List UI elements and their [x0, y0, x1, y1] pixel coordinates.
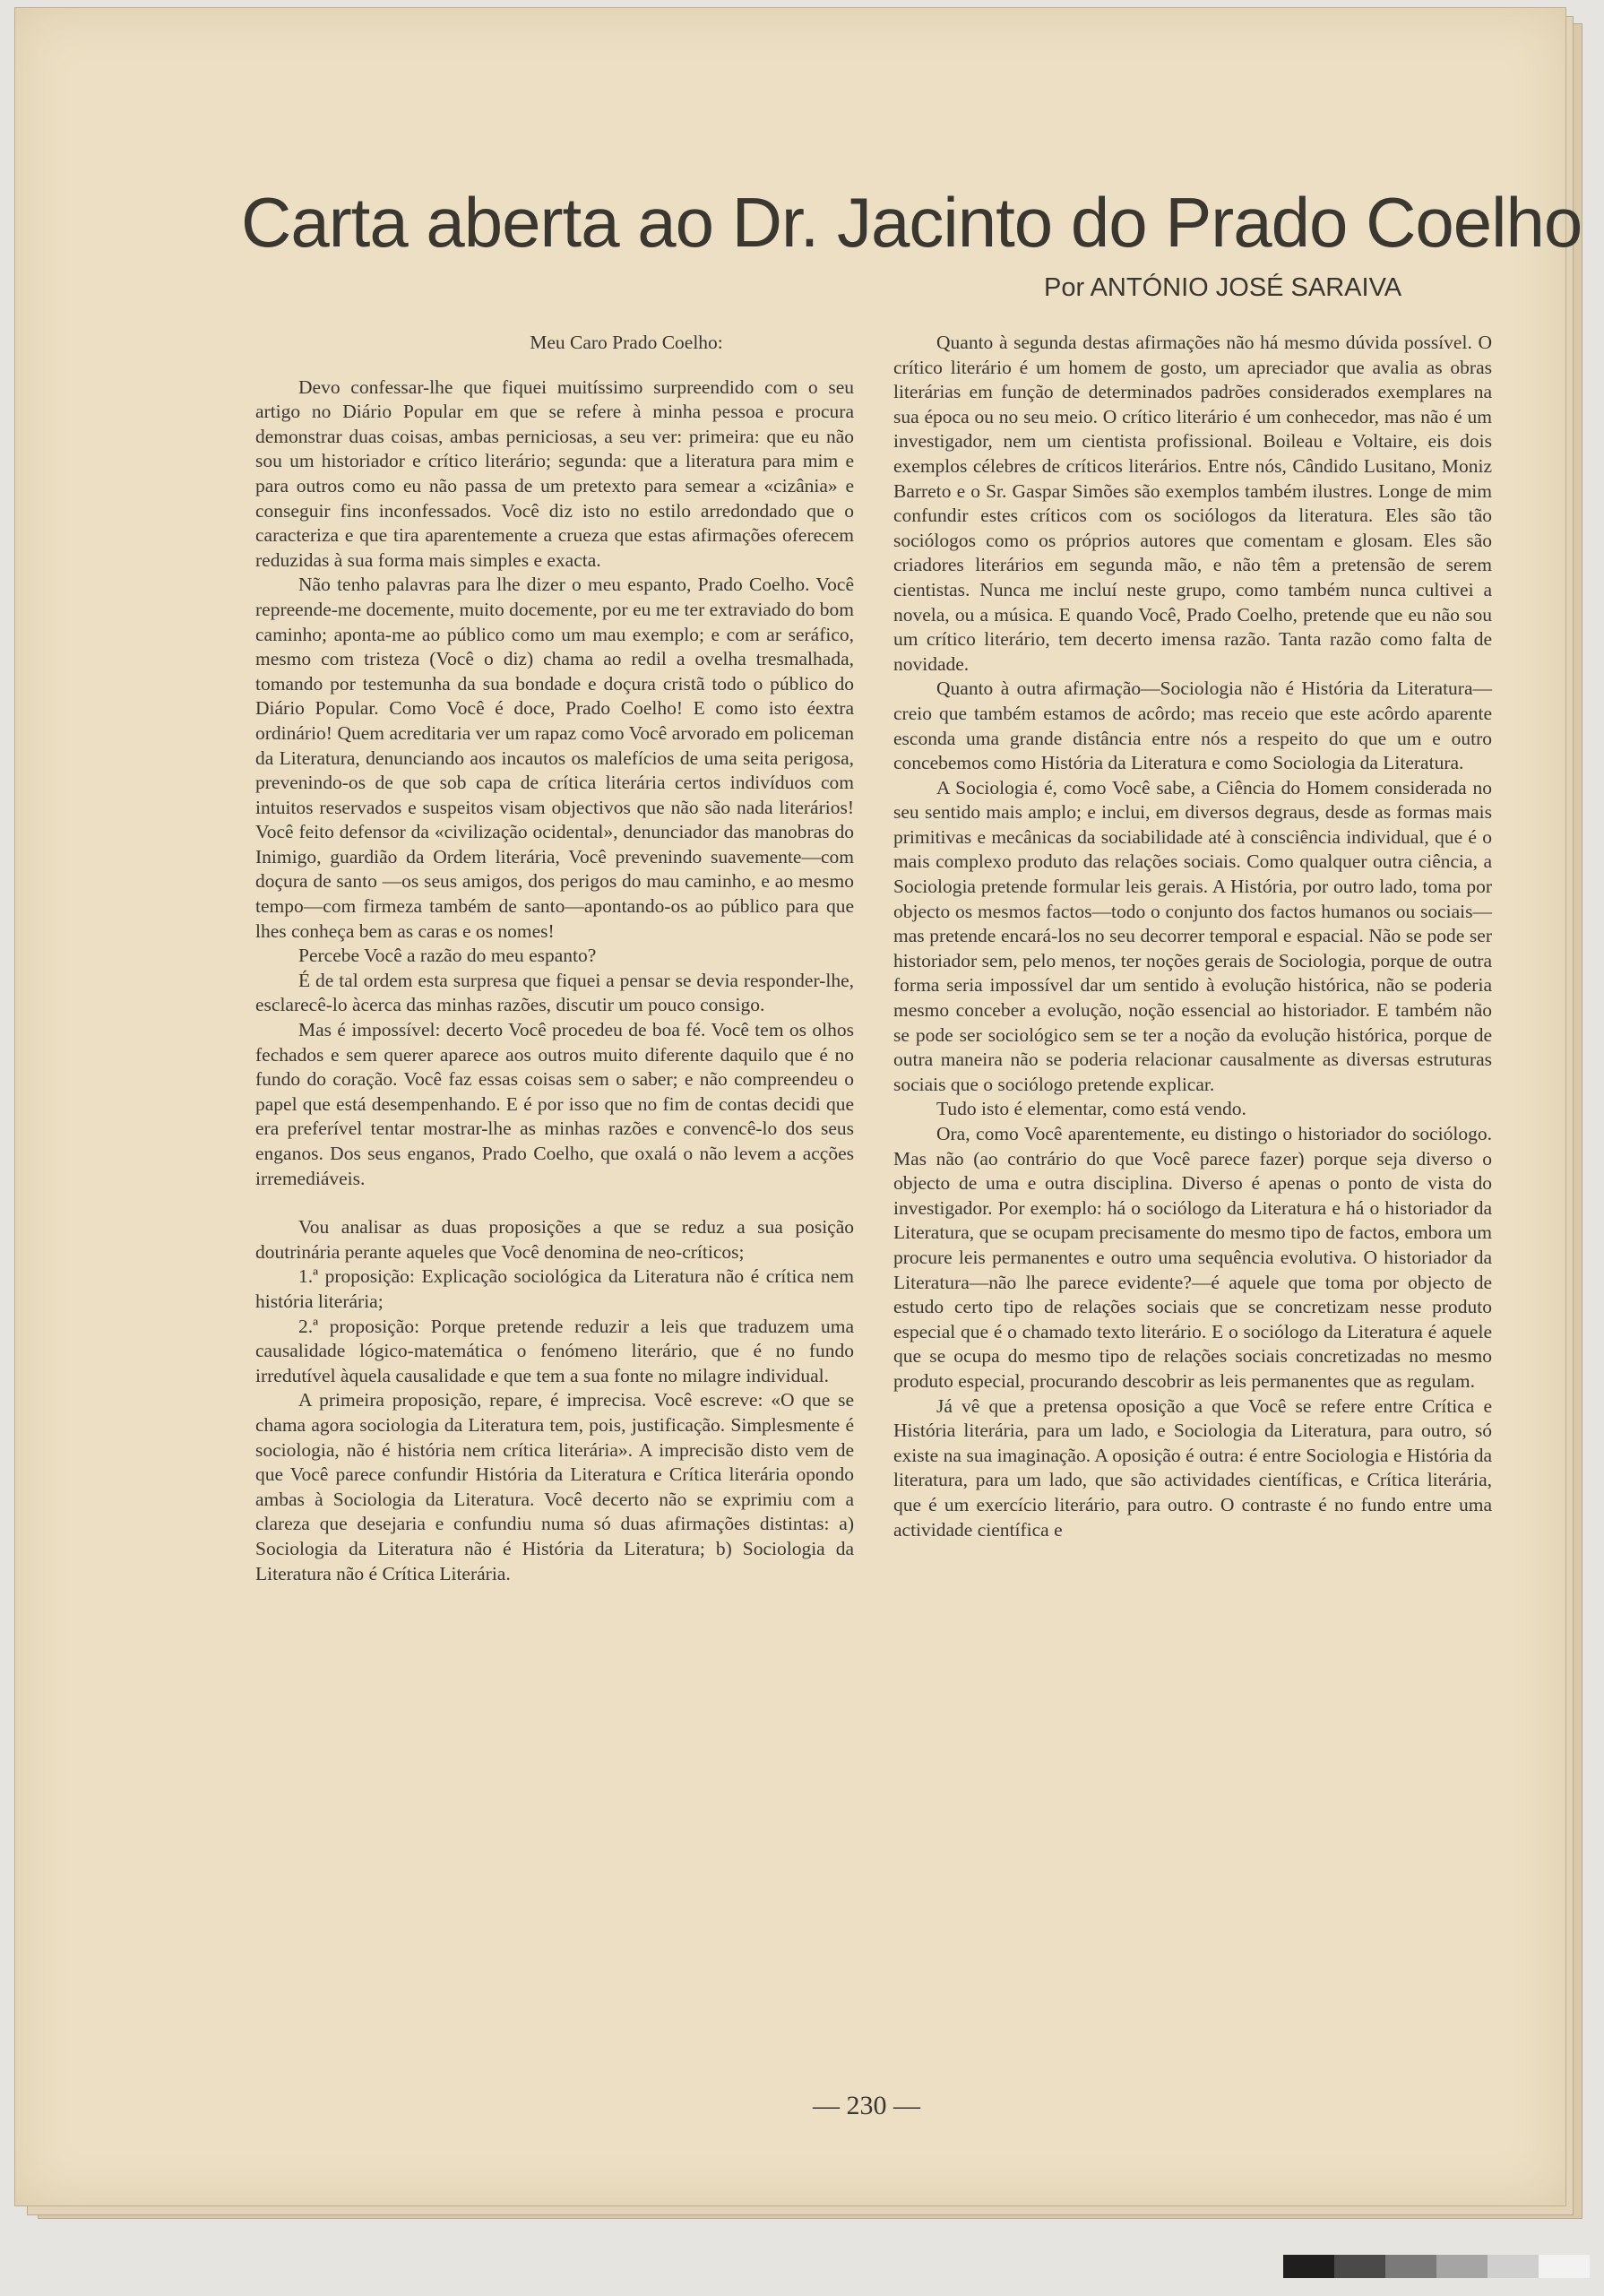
paragraph: Devo confessar-lhe que fiquei muitíssimo surpreendido com o seu artigo no Diário Popular em que se refere à minha pessoa e procura demonstrar duas coisas, ambas perniciosas, a seu ver: primeira: que eu não sou um historiador e crítico literário; segunda: que a literatura para mim e para outros como eu não passa de um pretexto para semear a «cizânia» e conseguir fins inconfessados. Você diz isto no estilo arredondado que o caracteriza e que tira aparentemente a crueza que estas afirmações oferecem reduzidas à sua forma mais simples e exacta.	[255, 375, 854, 571]
grayscale-calibration-bar	[1283, 2255, 1590, 2278]
paragraph: Não tenho palavras para lhe dizer o meu espanto, Prado Coelho. Você repreende-me docemente, muito docemente, por eu me ter extraviado do bom caminho; aponta-me ao público como um mau exemplo; e com ar seráfico, mesmo com tristeza (Você o diz) chama ao redil a ovelha tresmalhada, tomando por testemunha da sua bondade e doçura cristã todo o público do Diário Popular. Como Você é doce, Prado Coelho! E como isto éextra ordinário! Quem acreditaria ver um rapaz como Você arvorado em policeman da Literatura, denunciando aos incautos os malefícios de uma seita perigosa, prevenindo-os de que sob capa de crítica literária certos indivíduos com intuitos reservados e suspeitos visam objectivos que não são nada literários! Você feito defensor da «civilização ocidental», denunciador das manobras do Inimigo, guardião da Ordem literária, Você prevenindo suavemente—com doçura de santo —os seus amigos, dos perigos do mau caminho, e ao mesmo tempo—com firmeza também de santo—apontando-os ao público para que lhes conheça bem as caras e os nomes!	[255, 574, 854, 942]
gray-swatch	[1539, 2255, 1590, 2278]
page-number: — 230 —	[813, 2091, 920, 2120]
paragraph: Mas é impossível: decerto Você procedeu de boa fé. Você tem os olhos fechados e sem querer aparece aos outros muito diferente daquilo que é no fundo do coração. Você faz essas coisas sem o saber; e não compreendeu o papel que está desempenhando. E é por isso que no fim de contas decidi que era preferível tentar mostrar-lhe as minhas razões e convencê-lo dos seus enganos. Dos seus enganos, Prado Coelho, que oxalá o não levem a acções irremediáveis.	[255, 1019, 854, 1189]
paragraph: Tudo isto é elementar, como está vendo.	[936, 1098, 1246, 1120]
paragraph: Quanto à outra afirmação—Sociologia não é História da Literatura—creio que também estamos de acôrdo; mas receio que este acôrdo aparente esconda uma grande distância entre nós a respeito do que um e outro concebemos como História da Literatura e como Sociologia da Literatura.	[893, 678, 1492, 774]
paragraph: 2.ª proposição: Porque pretende reduzir a leis que traduzem uma causalidade lógico-matemática o fenómeno literário, que é no fundo irredutível àquela causalidade e que tem a sua fonte no milagre individual.	[255, 1315, 854, 1386]
paragraph: A primeira proposição, repare, é imprecisa. Você escreve: «O que se chama agora sociologia da Literatura tem, pois, justificação. Simplesmente é sociologia, não é história nem crítica literária». A imprecisão disto vem de que Você parece confundir História da Literatura e Crítica literária opondo ambas à Sociologia da Literatura. Você decerto não se exprimiu com a clareza que desejaria e confundiu numa só duas afirmações distintas: a) Sociologia da Literatura não é História da Literatura; b) Sociologia da Literatura não é Crítica Literária.	[255, 1389, 854, 1584]
salutation: Meu Caro Prado Coelho:	[530, 332, 723, 353]
article-title: Carta aberta ao Dr. Jacinto do Prado Coelho	[241, 183, 1582, 262]
paragraph: É de tal ordem esta surpresa que fiquei a pensar se devia responder-lhe, esclarecê-lo àcerca das minhas razões, discutir um pouco consigo.	[255, 969, 854, 1016]
gray-swatch	[1283, 2255, 1334, 2278]
article-byline: Por ANTÓNIO JOSÉ SARAIVA	[1044, 273, 1402, 302]
paragraph: Já vê que a pretensa oposição a que Você se refere entre Crítica e História literária, para um lado, e Sociologia da Literatura, para outro, só existe na sua imaginação. A oposição é outra: é entre Sociologia e História da literatura, para um lado, que são actividades científicas, e Crítica literária, que é um exercício literário, para outro. O contraste é no fundo entre uma actividade científica e	[893, 1394, 1492, 1541]
left-column	[255, 331, 854, 1586]
gray-swatch	[1488, 2255, 1539, 2278]
magazine-page	[14, 7, 1582, 2206]
paragraph: 1.ª proposição: Explicação sociológica da Literatura não é crítica nem história literária;	[255, 1265, 854, 1312]
paragraph: Vou analisar as duas proposições a que se reduz a sua posição doutrinária perante aqueles que Você denomina de neo-críticos;	[255, 1216, 854, 1263]
right-column	[893, 331, 1492, 1542]
gray-swatch	[1334, 2255, 1385, 2278]
gray-swatch	[1436, 2255, 1488, 2278]
gray-swatch	[1385, 2255, 1436, 2278]
paragraph: A Sociologia é, como Você sabe, a Ciência do Homem considerada no seu sentido mais amplo; e inclui, em diversos degraus, desde as formas mais primitivas e mecânicas da sociabilidade até à consciência individual, que é o mais complexo produto das relações sociais. Como qualquer outra ciência, a Sociologia pretende formular leis gerais. A História, por outro lado, toma por objecto os mesmos factos—todo o conjunto dos factos humanos ou sociais—mas pretende encará-los no seu decorrer temporal e espacial. Não se pode ser historiador sem, pelo menos, ter noções gerais de Sociologia, porque de outra forma seria impossível dar um sentido à evolução histórica, não se poderia mesmo conceber a evolução, noção essencial ao historiador. E também não se pode ser sociológico sem se ter a noção da evolução histórica, porque de outra maneira não se poderia relacionar causalmente as diversas estruturas sociais que o sociólogo pretende explicar.	[893, 776, 1492, 1095]
paragraph: Ora, como Você aparentemente, eu distingo o historiador do sociólogo. Mas não (ao contrário do que Você parece fazer) porque seja diverso o objecto de uma e outra disciplina. Diverso é apenas o ponto de vista do investigador. Por exemplo: há o sociólogo da Literatura e há o historiador da Literatura, que se ocupam precisamente do mesmo tipo de factos, embora um procure leis permanentes e outro uma sequência evolutiva. O historiador da Literatura—não lhe parece evidente?—é aquele que toma por objecto de estudo certo tipo de relações sociais que se concretizam nesse produto especial que é o chamado texto literário. E o sociólogo da Literatura é aquele que se ocupa do mesmo tipo de relações sociais concretizadas no mesmo produto especial, procurando descobrir as leis permanentes que as regulam.	[893, 1123, 1492, 1392]
paragraph: Quanto à segunda destas afirmações não há mesmo dúvida possível. O crítico literário é um homem de gosto, um apreciador que avalia as obras literárias em função de determinados padrões considerados exemplares na sua época ou no seu meio. O crítico literário é um conhecedor, mas não é um investigador, nem um cientista profissional. Boileau e Voltaire, eis dois exemplos célebres de críticos literários. Entre nós, Cândido Lusitano, Moniz Barreto e o Sr. Gaspar Simões são exemplos também ilustres. Longe de mim confundir estes críticos com os sociólogos da literatura. Eles são tão sociólogos como os próprios autores que comentam e glosam. Eles são criadores literários em segunda mão, e não têm a pretensão de serem cientistas. Nunca me incluí neste grupo, como também nunca cultivei a novela, ou a música. E quando Você, Prado Coelho, pretende que eu não sou um crítico literário, tem decerto imensa razão. Tanta razão como falta de novidade.	[893, 332, 1492, 675]
paragraph: Percebe Você a razão do meu espanto?	[298, 945, 597, 967]
